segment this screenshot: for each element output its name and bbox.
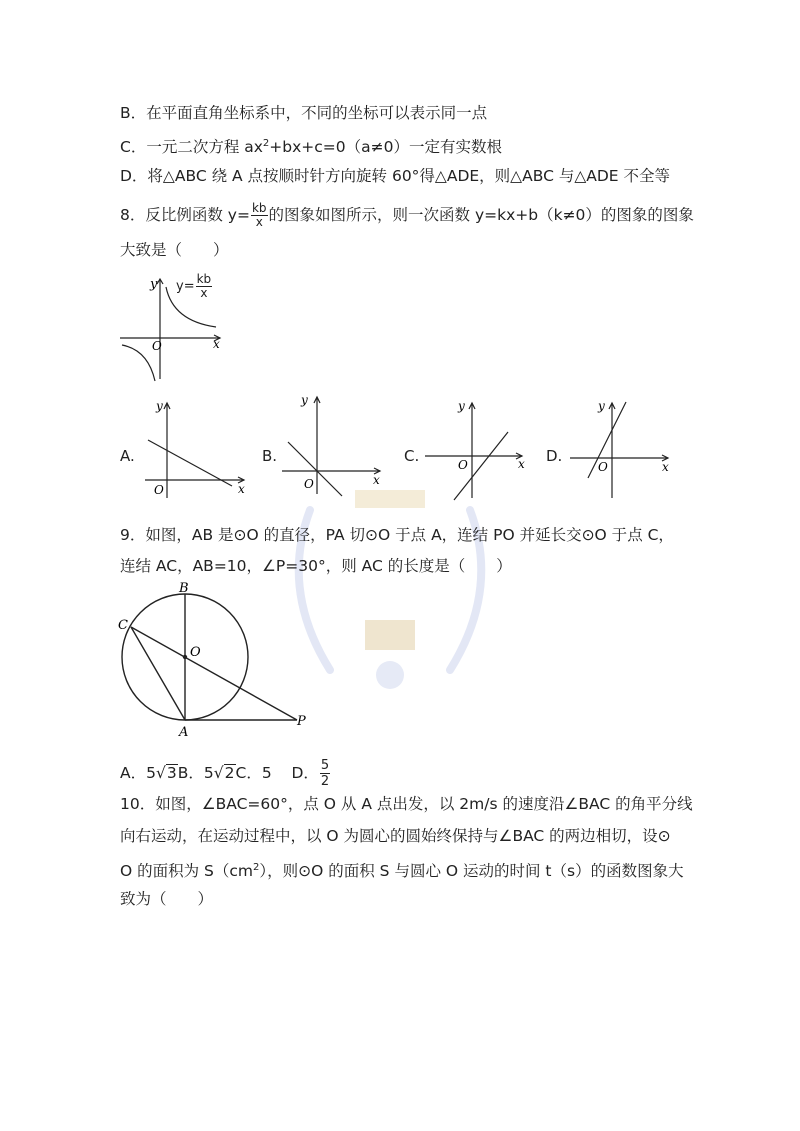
svg-text:P: P [297, 714, 306, 729]
svg-text:y: y [301, 393, 308, 407]
q8-option-b-graph [280, 392, 390, 497]
q10-question-line2: 向右运动，在运动过程中，以 O 为圆心的圆始终保持与∠BAC 的两边相切，设⊙ [120, 827, 671, 845]
q10-question-line3: O 的面积为 $S(cm^2)$，则⊙O 的面积 S 与圆心 O 运动的时间 t（s）的函数图象大 [120, 862, 684, 881]
q8-option-d-graph [568, 398, 678, 503]
q9-choices: A．5√3B．5√2C．5 D． $\frac{5}{2}$ [120, 758, 330, 789]
q8-option-c-label: C. [404, 447, 420, 465]
svg-text:O: O [598, 460, 608, 474]
svg-text:O: O [152, 339, 162, 353]
svg-text:C: C [118, 618, 128, 633]
svg-text:y: y [598, 399, 605, 413]
svg-text:O: O [190, 645, 201, 660]
q9-question-line1: 9．如图，AB 是⊙O 的直径，PA 切⊙O 于点 A，连结 PO 并延长交⊙O 于点 C， [120, 526, 674, 544]
q7-option-b: B．在平面直角坐标系中，不同的坐标可以表示同一点 [120, 104, 488, 122]
q7-option-c: C．一元二次方程 $ax^2+bx+c=0(a\ne 0)$一定有实数根 [120, 138, 503, 157]
q8-fraction: $\frac{kb}{x}$ [251, 201, 267, 229]
q8-option-a-label: A. [120, 447, 135, 465]
q8-graph-func-label: y= $\frac{kb}{x}$ [176, 272, 212, 300]
q9-question-line2: 连结 AC，AB=10，∠P=30°，则 AC 的长度是（ ） [120, 557, 512, 575]
q10-question-line4: 致为（ ） [120, 890, 214, 908]
svg-text:x: x [238, 482, 245, 496]
svg-text:O: O [154, 483, 164, 497]
svg-text:A: A [179, 725, 189, 740]
q10-question-line1: 10．如图，∠BAC=60°，点 O 从 A 点出发，以 2m/s 的速度沿∠BAC 的角平分线 [120, 795, 693, 813]
q8-option-d-label: D. [546, 447, 563, 465]
svg-text:x: x [373, 473, 380, 487]
q8-question-line2: 大致是（ ） [120, 241, 229, 259]
svg-text:x: x [662, 460, 669, 474]
svg-text:x: x [213, 337, 220, 351]
q8-option-a-graph [140, 398, 250, 503]
svg-text:y: y [458, 399, 465, 413]
svg-text:y: y [150, 277, 158, 292]
svg-text:x: x [518, 457, 525, 471]
svg-text:B: B [179, 581, 189, 596]
q8-option-c-graph [420, 398, 535, 503]
q7-option-d: D．将△ABC 绕 A 点按顺时针方向旋转 60°得△ADE，则△ABC 与△ADE 不全等 [120, 167, 670, 185]
q8-question: 8．反比例函数 y= $\frac{kb}{x}$ 的图象如图所示，则一次函数 y=kx+b（k≠0）的图象的图象 [120, 201, 694, 229]
q8-option-b-label: B. [262, 447, 278, 465]
q9-circle-diagram [115, 582, 315, 742]
svg-text:O: O [304, 477, 314, 491]
svg-text:O: O [458, 458, 468, 472]
svg-text:y: y [156, 399, 163, 413]
